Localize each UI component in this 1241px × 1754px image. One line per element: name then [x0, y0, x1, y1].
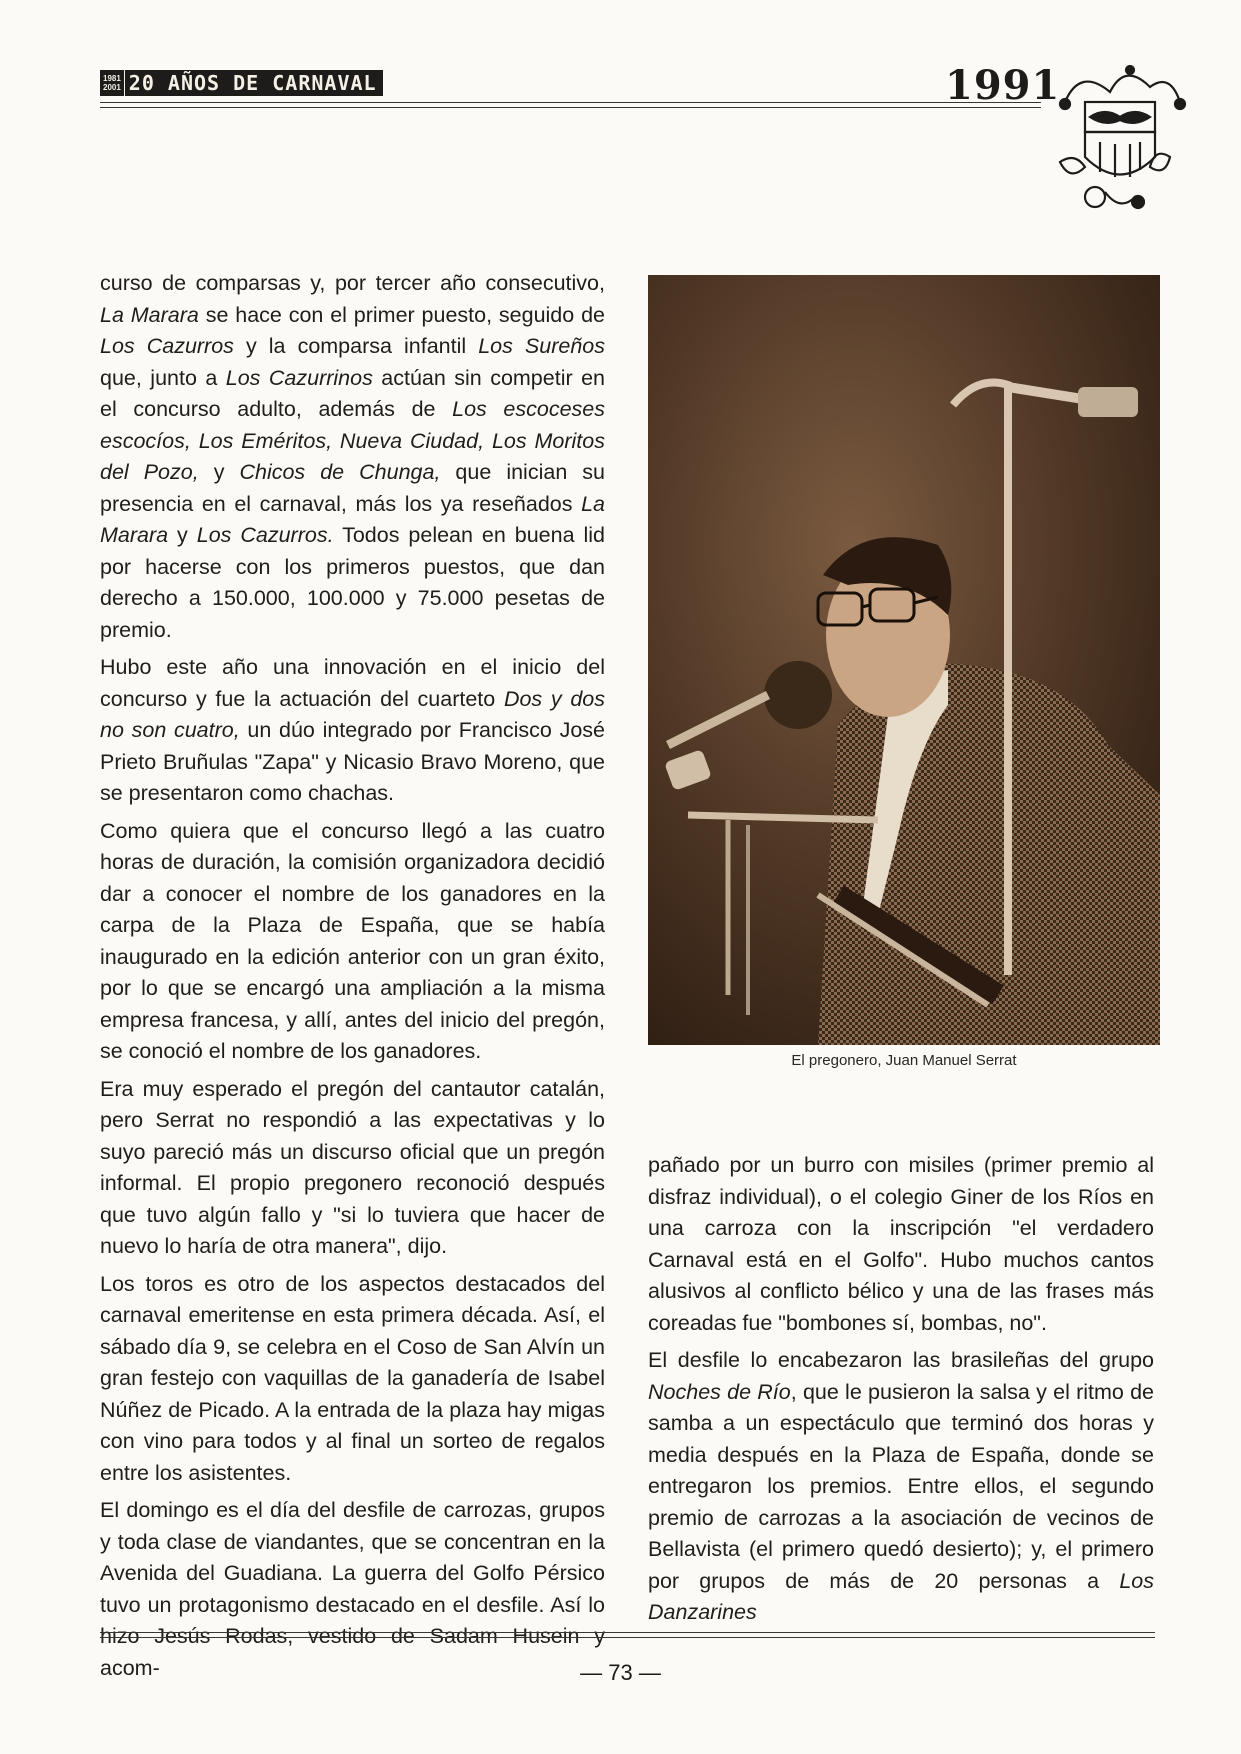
- paragraph: pañado por un burro con misiles (primer premio al disfraz individual), o el colegio Giner de los Ríos en una carroza con la inscripción "el verdadero Carnaval está en el Golfo". Hubo muchos cantos alusivos al conflicto bélico y una de las frases más coreadas fue "bombones sí, bombas, no".: [648, 1153, 1154, 1335]
- paragraph: Como quiera que el concurso llegó a las cuatro horas de duración, la comisión organizadora decidió dar a conocer el nombre de los ganadores en la carpa de la Plaza de España, que se había inaugurado en la edición anterior con un gran éxito, por lo que se encargó una ampliación a la misma empresa francesa, y allí, antes del inicio del pregón, se conoció el nombre de los ganadores.: [100, 818, 605, 1063]
- photo-serrat: [648, 275, 1160, 1045]
- paragraph: El domingo es el día del desfile de carrozas, grupos y toda clase de viandantes, que se concentran en la Avenida del Guadiana. La guerra del Golfo Pérsico tuvo un protagonismo destacado en el desfile. Así lo hizo Jesús Rodas, vestido de Sadam Husein y acom-: [100, 1498, 605, 1680]
- paragraph: Era muy esperado el pregón del cantautor catalán, pero Serrat no respondió a las expectativas y lo suyo pareció más un discurso oficial que un pregón informal. El propio pregonero reconoció después que tuvo algún fallo y "si lo tuviera que hacer de nuevo lo haría de otra manera", dijo.: [100, 1076, 605, 1258]
- right-text-column: [648, 1150, 1154, 1635]
- header-rule: [100, 102, 1041, 103]
- jester-emblem-icon: [1040, 62, 1190, 222]
- header-rule: [100, 107, 1041, 108]
- logo-year-end: 2001: [103, 83, 121, 92]
- page-number: — 73 —: [580, 1660, 661, 1685]
- logo-years: [100, 70, 124, 96]
- header-logo: [100, 70, 383, 96]
- paragraph: El desfile lo encabezaron las brasileñas del grupo Noches de Río, que le pusieron la salsa y el ritmo de samba a un espectáculo que terminó dos horas y media después en la Plaza de España, donde se entregaron los premios. Entre ellos, el segundo premio de carrozas a la asociación de vecinos de Bellavista (el primero quedó desierto); y, el primero por grupos de más de 20 personas a Los Danzarines: [648, 1348, 1155, 1624]
- page-year: 1991: [945, 62, 1061, 109]
- paragraph: curso de comparsas y, por tercer año consecutivo, La Marara se hace con el primer puesto, seguido de Los Cazurros y la comparsa infantil Los Sureños que, junto a Los Cazurrinos actúan sin competir en el concurso adulto, además de Los escoceses escocíos, Los Eméritos, Nueva Ciudad, Los Moritos del Pozo, y Chicos de Chunga, que inician su presencia en el carnaval, más los ya reseñados La Marara y Los Cazurros. Todos pelean en buena lid por hacerse con los primeros puestos, que dan derecho a 150.000, 100.000 y 75.000 pesetas de premio.: [100, 271, 606, 642]
- footer-rule: [100, 1632, 1155, 1633]
- photo-caption: El pregonero, Juan Manuel Serrat: [791, 1052, 1017, 1069]
- left-text-column: [100, 268, 605, 1690]
- footer-rule: [100, 1637, 1155, 1638]
- logo-year-start: 1981: [103, 74, 121, 83]
- photo-image: [648, 275, 1160, 1045]
- header-title: 20 AÑOS DE CARNAVAL: [124, 70, 383, 96]
- paragraph: Los toros es otro de los aspectos destacados del carnaval emeritense en esta primera década. Así, el sábado día 9, se celebra en el Coso de San Alvín un gran festejo con vaquillas de la ganadería de Isabel Núñez de Picado. A la entrada de la plaza hay migas con vino para todos y al final un sorteo de regalos entre los asistentes.: [100, 1271, 605, 1485]
- paragraph: Hubo este año una innovación en el inicio del concurso y fue la actuación del cuarteto Dos y dos no son cuatro, un dúo integrado por Francisco José Prieto Bruñulas "Zapa" y Nicasio Bravo Moreno, que se presentaron como chachas.: [100, 655, 605, 805]
